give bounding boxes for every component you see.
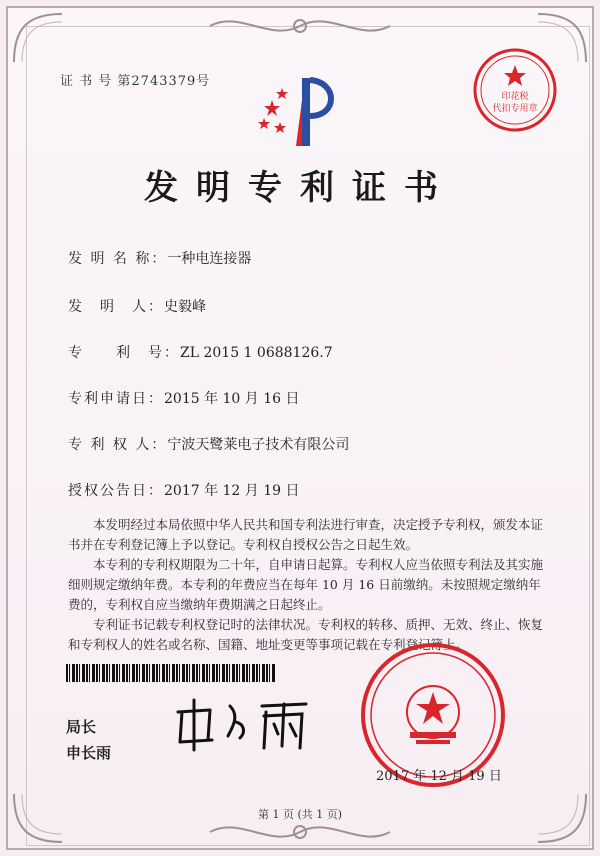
- small-seal-line-1: 印花税: [501, 92, 529, 102]
- field-value: 2015 年 10 月 16 日: [164, 391, 300, 407]
- seal-date: 2017 年 12 月 19 日: [376, 769, 502, 784]
- director-name: 申长雨: [66, 744, 112, 762]
- tax-stamp-seal-icon: [470, 45, 560, 135]
- certificate-body: [68, 515, 548, 655]
- field-value: 2017 年 12 月 19 日: [164, 483, 300, 499]
- field-application-date: [68, 388, 300, 408]
- certificate-number: 证 书 号 第2743379号: [60, 74, 211, 89]
- field-inventor: [68, 296, 206, 316]
- page-footer: 第 1 页 (共 1 页): [257, 808, 343, 821]
- director-title: 局长: [66, 718, 97, 736]
- field-invention-name: [68, 248, 251, 268]
- certificate-title: 发明专利证书: [144, 168, 456, 208]
- field-label: 专利申请日：: [68, 391, 164, 407]
- field-value: 宁波天鹭莱电子技术有限公司: [167, 437, 350, 453]
- field-value: 一种电连接器: [167, 251, 252, 267]
- field-label: 发 明 名 称：: [68, 251, 168, 267]
- top-ornament: [200, 8, 400, 44]
- barcode: [66, 664, 276, 682]
- field-value: 史毅峰: [164, 299, 206, 315]
- field-label: 专 利 权 人：: [68, 437, 168, 453]
- corner-ornament-tl: [8, 8, 68, 68]
- field-grant-date: [68, 480, 300, 500]
- field-value: ZL 2015 1 0688126.7: [180, 345, 333, 361]
- paragraph-records: 专利证书记载专利权登记时的法律状况。专利权的转移、质押、无效、终止、恢复和专利权人的姓名或名称、国籍、地址变更等事项记载在专利登记簿上。: [68, 617, 544, 652]
- field-label: 发 明 人：: [68, 299, 164, 315]
- small-seal-line-2: 代扣专用章: [492, 104, 538, 114]
- paragraph-grant: 本发明经过本局依照中华人民共和国专利法进行审查，决定授予专利权，颁发本证书并在专利登记簿上予以登记。专利权自授权公告之日起生效。: [68, 517, 544, 552]
- field-patentee: [68, 434, 349, 454]
- field-label: 专 利 号：: [68, 345, 180, 361]
- paragraph-term: 本专利的专利权期限为二十年，自申请日起算。专利权人应当依照专利法及其实施细则规定缴纳年费。本专利的年费应当在每年 10 月 16 日前缴纳。未按照规定缴纳年费的，专利权自应当缴纳年费期满之日起终止。: [68, 557, 544, 612]
- field-patent-number: [68, 342, 333, 362]
- field-label: 授权公告日：: [68, 483, 164, 499]
- patent-office-logo-icon: [252, 70, 342, 150]
- director-signature: [170, 692, 310, 752]
